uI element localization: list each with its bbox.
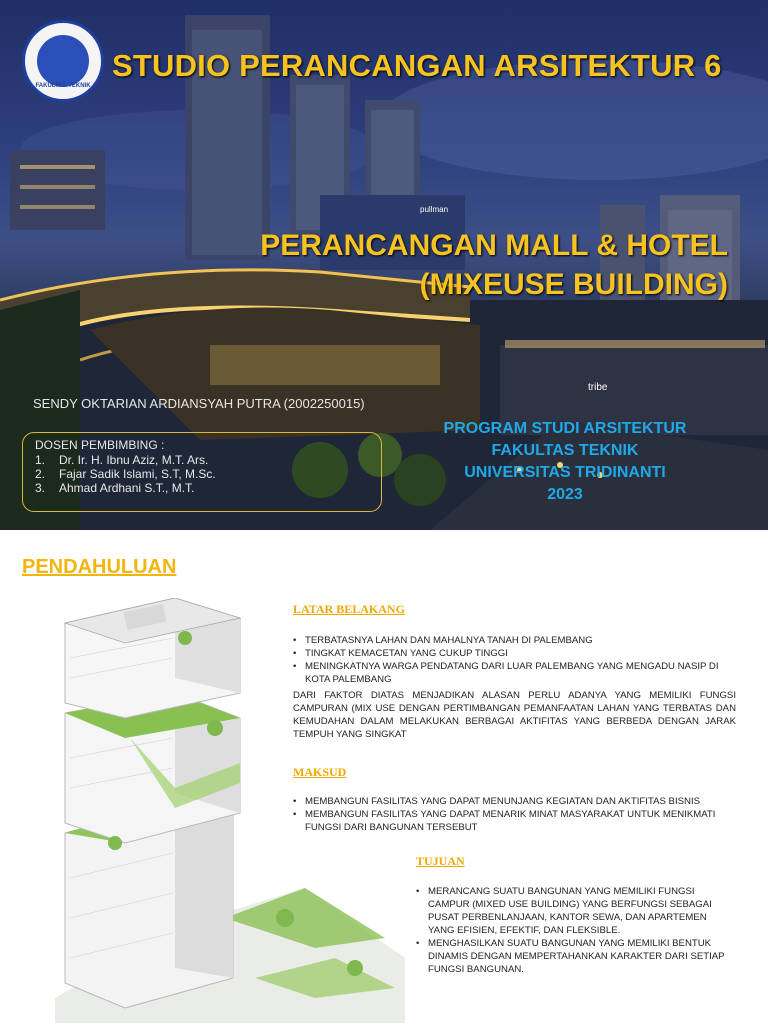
- program-info: PROGRAM STUDI ARSITEKTUR FAKULTAS TEKNIK UNIVERSITAS TRIDINANTI 2023: [443, 420, 687, 503]
- latar-paragraph: DARI FAKTOR DIATAS MENJADIKAN ALASAN PERLU ADANYA YANG MEMILIKI FUNGSI CAMPURAN (MIX USE DENGAN PERTIMBANGAN PEMANFAATAN LAHAN YANG TERBATAS DAN KEMUDAHAN DALAM MELAKUKAN BERBAGAI AKTIFITAS YANG BERBEDA DENGAN JARAK TEMPUH YANG SINGKAT: [293, 690, 736, 740]
- project-title: [260, 226, 728, 304]
- student-name: SENDY OKTARIAN ARDIANSYAH PUTRA (2002250015): [33, 396, 365, 411]
- project-title-line2: (MIXEUSE BUILDING): [419, 268, 728, 301]
- list-item: • MEMBANGUN FASILITAS YANG DAPAT MENUNJANG KEGIATAN DAN AKTIFITAS BISNIS: [293, 795, 733, 808]
- list-item: • MENGHASILKAN SUATU BANGUNAN YANG MEMILIKI BENTUK DINAMIS DENGAN MEMPERTAHANKAN KARAKTER DARI SETIAP FUNGSI BANGUNAN.: [416, 937, 731, 976]
- maksud-list: [293, 795, 733, 834]
- tujuan-title: TUJUAN: [416, 854, 465, 868]
- list-item: • MERANCANG SUATU BANGUNAN YANG MEMILIKI FUNGSI CAMPUR (MIXED USE BUILDING) YANG BERFUNGSI SEBAGAI PUSAT PERBENLANJAAN, KANTOR SEWA, DAN APARTEMEN YANG EFISIEN, EFEKTIF, DAN FLEKSIBLE.: [416, 885, 731, 937]
- latar-list: [293, 634, 728, 686]
- list-item: • TERBATASNYA LAHAN DAN MAHALNYA TANAH DI PALEMBANG: [293, 634, 728, 647]
- list-item: • TINGKAT KEMACETAN YANG CUKUP TINGGI: [293, 647, 728, 660]
- intro-heading: PENDAHULUAN: [22, 556, 177, 578]
- advisor-item: 2. Fajar Sadik Islami, S.T, M.Sc.: [35, 467, 216, 481]
- studio-title: STUDIO PERANCANGAN ARSITEKTUR 6: [112, 48, 722, 83]
- tujuan-list: [416, 885, 731, 976]
- advisors-header: DOSEN PEMBIMBING :: [35, 438, 165, 452]
- pullman-sign: pullman: [420, 205, 449, 214]
- project-title-line1: PERANCANGAN MALL & HOTEL: [260, 229, 728, 262]
- maksud-title: MAKSUD: [293, 765, 347, 779]
- latar-title: LATAR BELAKANG: [293, 602, 405, 616]
- intro-slide: [0, 530, 768, 1024]
- advisors-box: [22, 432, 382, 512]
- university-logo: FAKULTAS TEKNIK: [22, 20, 104, 102]
- logo-emblem-icon: [37, 35, 89, 87]
- list-item: • MENINGKATNYA WARGA PENDATANG DARI LUAR PALEMBANG YANG MENGADU NASIP DI KOTA PALEMBANG: [293, 660, 728, 686]
- list-item: • MEMBANGUN FASILITAS YANG DAPAT MENARIK MINAT MASYARAKAT UNTUK MENIKMATI FUNGSI DARI BANGUNAN TERSEBUT: [293, 808, 733, 834]
- advisor-item: 3. Ahmad Ardhani S.T., M.T.: [35, 481, 195, 495]
- tribe-sign: tribe: [588, 382, 608, 393]
- advisor-item: 1. Dr. Ir. H. Ibnu Aziz, M.T. Ars.: [35, 453, 209, 467]
